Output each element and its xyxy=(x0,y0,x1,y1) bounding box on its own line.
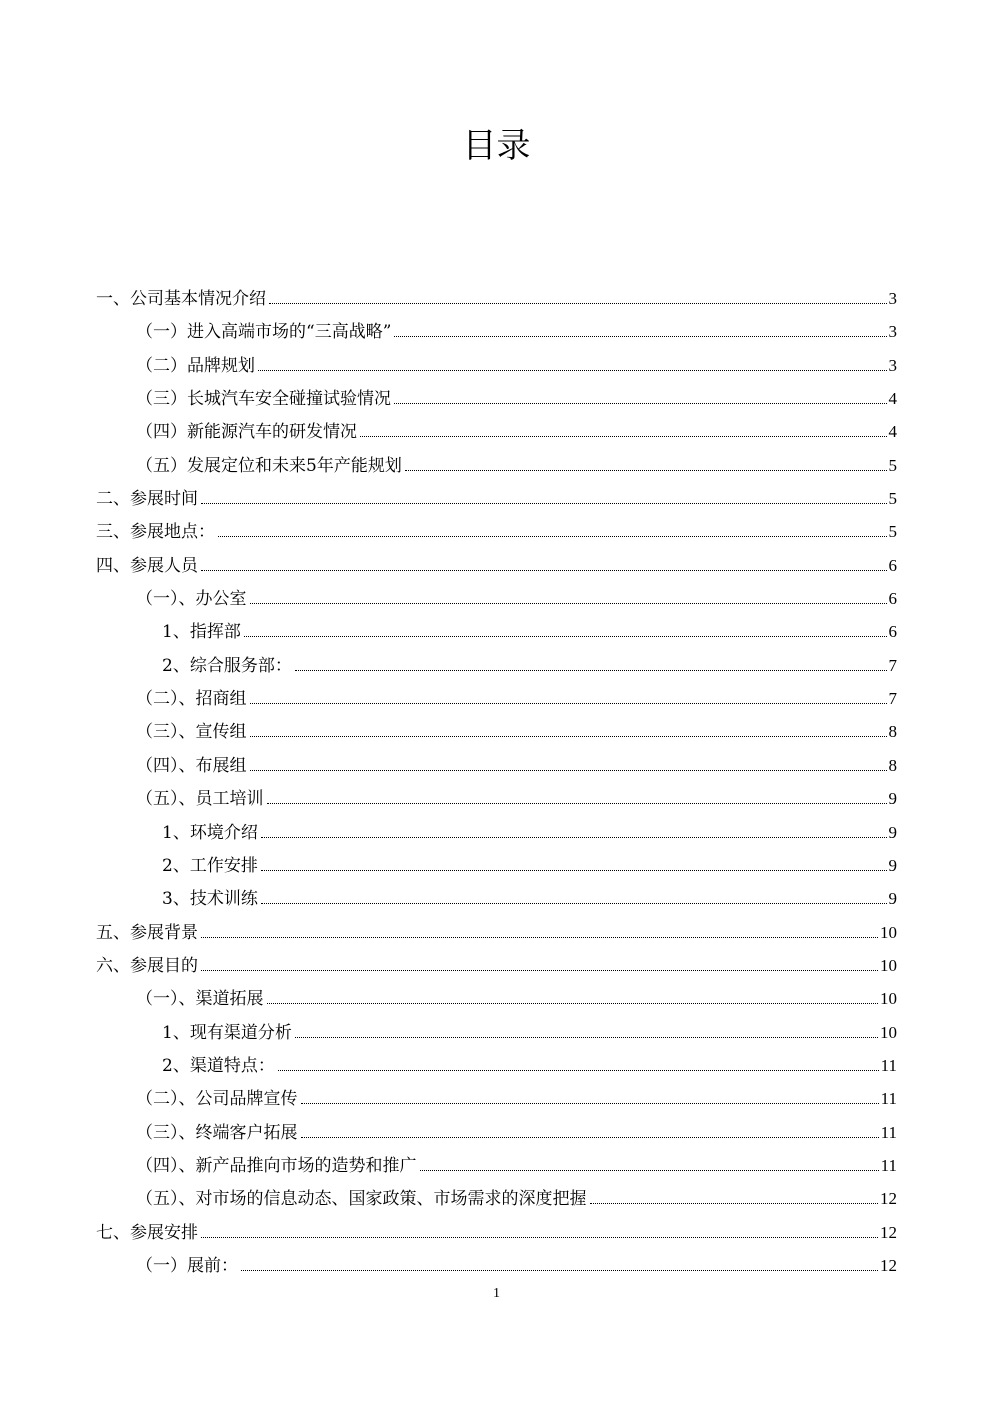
toc-entry[interactable] xyxy=(96,582,897,615)
toc-entry-page: 8 xyxy=(888,722,897,742)
toc-entry-page: 6 xyxy=(888,589,897,609)
toc-entry-page: 7 xyxy=(888,689,897,709)
dot-leader xyxy=(250,602,887,604)
dot-leader xyxy=(267,1002,879,1004)
toc-entry[interactable] xyxy=(96,749,897,782)
dot-leader xyxy=(201,569,887,571)
dot-leader xyxy=(258,369,887,371)
page-title: 目录 xyxy=(462,126,531,166)
toc-entry-page: 8 xyxy=(888,755,897,775)
dot-leader xyxy=(267,802,887,804)
toc-entry-label: （五）、对市场的信息动态、国家政策、市场需求的深度把握 xyxy=(136,1189,587,1210)
toc-entry[interactable] xyxy=(96,1249,897,1282)
toc-entry-page: 9 xyxy=(888,822,897,842)
toc-entry-page: 3 xyxy=(888,355,897,375)
toc-entry-label: 3、技术训练 xyxy=(162,889,258,910)
dot-leader xyxy=(201,936,878,938)
toc-entry[interactable] xyxy=(96,849,897,882)
toc-entry-label: 二、参展时间 xyxy=(96,489,198,510)
toc-entry-label: （四）、新产品推向市场的造势和推广 xyxy=(136,1155,417,1176)
toc-entry[interactable] xyxy=(96,682,897,715)
toc-entry-page: 6 xyxy=(888,622,897,642)
toc-entry[interactable] xyxy=(96,449,897,482)
dot-leader xyxy=(250,735,887,737)
toc-entry-page: 5 xyxy=(888,489,897,509)
toc-entry-label: （四）、布展组 xyxy=(136,755,247,776)
toc-entry-page: 12 xyxy=(880,1255,897,1275)
toc-entry-label: 六、参展目的 xyxy=(96,955,198,976)
toc-entry[interactable] xyxy=(96,349,897,382)
toc-entry[interactable] xyxy=(96,715,897,748)
dot-leader xyxy=(420,1169,879,1171)
dot-leader xyxy=(394,402,887,404)
toc-entry[interactable] xyxy=(96,482,897,515)
toc-entry-page: 9 xyxy=(888,789,897,809)
toc-entry-page: 4 xyxy=(888,422,897,442)
toc-entry-label: 五、参展背景 xyxy=(96,922,198,943)
toc-entry[interactable] xyxy=(96,549,897,582)
dot-leader xyxy=(278,1069,879,1071)
toc-entry-label: 2、工作安排 xyxy=(162,855,258,876)
toc-entry[interactable] xyxy=(96,982,897,1015)
toc-entry-label: 七、参展安排 xyxy=(96,1222,198,1243)
dot-leader xyxy=(590,1202,879,1204)
toc-entry-label: 四、参展人员 xyxy=(96,555,198,576)
toc-entry[interactable] xyxy=(96,882,897,915)
toc-entry[interactable] xyxy=(96,1182,897,1215)
toc-entry-page: 9 xyxy=(888,855,897,875)
toc-entry[interactable] xyxy=(96,615,897,648)
toc-entry-label: （二）、公司品牌宣传 xyxy=(136,1089,298,1110)
dot-leader xyxy=(301,1136,879,1138)
dot-leader xyxy=(218,535,887,537)
toc-entry-page: 3 xyxy=(888,322,897,342)
toc-entry[interactable] xyxy=(96,1149,897,1182)
toc-entry-page: 10 xyxy=(880,922,897,942)
toc-entry[interactable] xyxy=(96,382,897,415)
toc-entry-page: 3 xyxy=(888,289,897,308)
toc-entry[interactable] xyxy=(96,1116,897,1149)
dot-leader xyxy=(201,969,878,971)
toc-entry-label: （二）品牌规划 xyxy=(136,355,255,376)
toc-entry-page: 12 xyxy=(880,1189,897,1209)
toc-entry-label: （一）进入高端市场的“三高战略” xyxy=(136,322,392,343)
page-number: 1 xyxy=(493,1286,500,1301)
toc-entry-page: 11 xyxy=(880,1089,897,1109)
toc-entry[interactable] xyxy=(96,282,897,315)
dot-leader xyxy=(261,869,887,871)
toc-entry-page: 10 xyxy=(880,1022,897,1042)
toc-entry[interactable] xyxy=(96,816,897,849)
toc-entry[interactable] xyxy=(96,515,897,548)
toc-entry-page: 11 xyxy=(880,1155,897,1175)
dot-leader xyxy=(295,1036,878,1038)
toc-entry[interactable] xyxy=(96,1082,897,1115)
toc-entry-label: 一、公司基本情况介绍 xyxy=(96,289,266,309)
toc-entry-label: （三）、终端客户拓展 xyxy=(136,1122,298,1143)
toc-entry[interactable] xyxy=(96,949,897,982)
toc-entry-label: （一）、渠道拓展 xyxy=(136,989,264,1010)
dot-leader xyxy=(250,769,887,771)
toc-entry[interactable] xyxy=(96,916,897,949)
toc-entry-page: 5 xyxy=(888,455,897,475)
toc-entry-label: 1、现有渠道分析 xyxy=(162,1022,292,1043)
toc-entry-page: 10 xyxy=(880,989,897,1009)
dot-leader xyxy=(269,302,887,304)
table-of-contents xyxy=(96,282,897,1282)
toc-entry[interactable] xyxy=(96,415,897,448)
dot-leader xyxy=(261,902,887,904)
toc-entry-page: 6 xyxy=(888,555,897,575)
toc-entry-label: 1、环境介绍 xyxy=(162,822,258,843)
dot-leader xyxy=(241,1269,878,1271)
dot-leader xyxy=(250,702,887,704)
toc-entry-page: 12 xyxy=(880,1222,897,1242)
dot-leader xyxy=(295,669,887,671)
dot-leader xyxy=(201,502,887,504)
dot-leader xyxy=(394,335,886,337)
toc-entry-label: 1、指挥部 xyxy=(162,622,241,643)
toc-entry[interactable] xyxy=(96,649,897,682)
dot-leader xyxy=(360,435,887,437)
toc-entry-label: （四）新能源汽车的研发情况 xyxy=(136,422,357,443)
dot-leader xyxy=(244,635,887,637)
dot-leader xyxy=(405,469,887,471)
toc-entry-label: （三）、宣传组 xyxy=(136,722,247,743)
toc-entry-page: 9 xyxy=(888,889,897,909)
toc-entry-page: 11 xyxy=(880,1055,897,1075)
toc-entry-label: （一）、办公室 xyxy=(136,589,247,610)
toc-entry-label: （五）发展定位和未来5年产能规划 xyxy=(136,455,402,476)
toc-entry-page: 10 xyxy=(880,955,897,975)
toc-entry-label: （一）展前： xyxy=(136,1255,238,1276)
dot-leader xyxy=(201,1236,878,1238)
toc-entry[interactable] xyxy=(96,1049,897,1082)
toc-entry-label: （二）、招商组 xyxy=(136,689,247,710)
toc-entry-label: （五）、员工培训 xyxy=(136,789,264,810)
toc-entry[interactable] xyxy=(96,782,897,815)
toc-entry-label: 2、渠道特点： xyxy=(162,1055,275,1076)
dot-leader xyxy=(261,836,887,838)
dot-leader xyxy=(301,1102,879,1104)
toc-entry[interactable] xyxy=(96,315,897,348)
toc-entry-page: 4 xyxy=(888,389,897,409)
toc-entry-label: 三、参展地点： xyxy=(96,522,215,543)
toc-entry-page: 7 xyxy=(888,655,897,675)
toc-entry[interactable] xyxy=(96,1216,897,1249)
toc-entry-page: 11 xyxy=(880,1122,897,1142)
toc-entry-page: 5 xyxy=(888,522,897,542)
toc-entry[interactable] xyxy=(96,1016,897,1049)
toc-entry-label: 2、综合服务部： xyxy=(162,655,292,676)
toc-entry-label: （三）长城汽车安全碰撞试验情况 xyxy=(136,389,391,410)
